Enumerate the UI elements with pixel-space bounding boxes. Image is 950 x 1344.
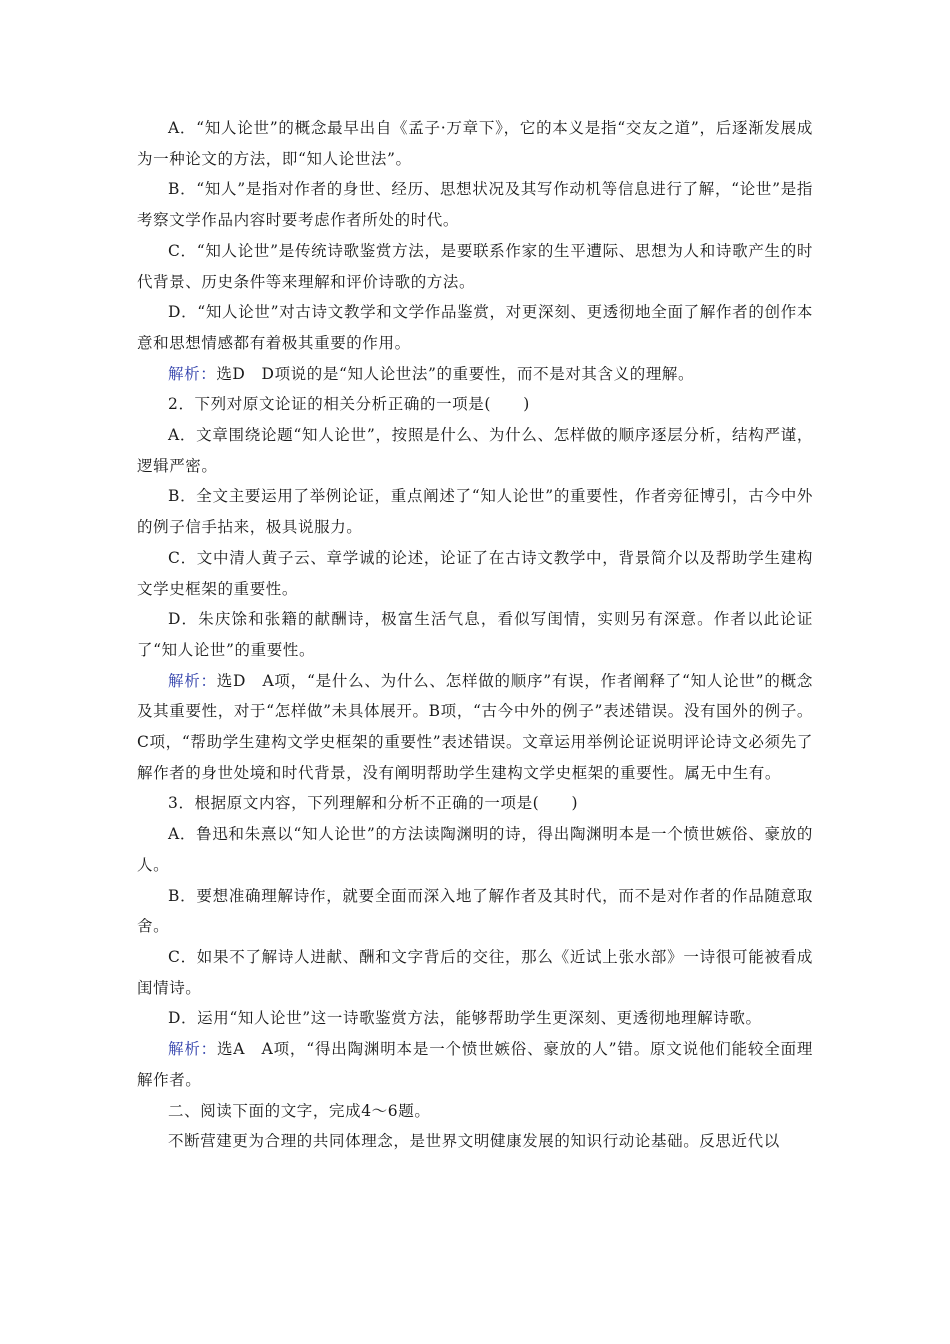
question-2: 2．下列对原文论证的相关分析正确的一项是( ) [168, 395, 530, 414]
q2-option-c: C．文中清人黄子云、章学诚的论述，论证了在古诗文教学中，背景简介以及帮助学生建构文学史框架的重要性。 [137, 548, 813, 598]
q2-option-d: D．朱庆馀和张籍的献酬诗，极富生活气息，看似写闺情，实则另有深意。作者以此论证了“知人论世”的重要性。 [137, 610, 813, 659]
q3-option-a: A．鲁迅和朱熹以“知人论世”的方法读陶渊明的诗，得出陶渊明本是一个愤世嫉俗、豪放的人。 [137, 825, 813, 874]
option-a-paragraph: A．“知人论世”的概念最早出自《孟子·万章下》，它的本义是指“交友之道”，后逐渐发展成为一种论文的方法，即“知人论世法”。 [137, 119, 813, 168]
analysis-text: 选D A项，“是什么、为什么、怎样做的顺序”有误，作者阐释了“知人论世”的概念及其重要性，对于“怎样做”未具体展开。B项，“古今中外的例子”表述错误。没有国外的例子。C项，“帮助学生建构文学史框架的重要性”表述错误。文章运用举例论证说明评论诗文必须先了解作者的身世处境和时代背景，没有阐明帮助学生建构文学史框架的重要性。属无中生有。 [137, 671, 813, 782]
analysis-label: 解析： [168, 671, 217, 690]
q3-option-c: C．如果不了解诗人进献、酬和文字背后的交往，那么《近试上张水部》一诗很可能被看成闺情诗。 [137, 947, 813, 997]
analysis-1 [137, 359, 813, 390]
analysis-label: 解析： [168, 364, 217, 383]
option-b-paragraph: B．“知人”是指对作者的身世、经历、思想状况及其写作动机等信息进行了解，“论世”是指考察文学作品内容时要考虑作者所处的时代。 [137, 180, 813, 230]
analysis-text: 选A A项，“得出陶渊明本是一个愤世嫉俗、豪放的人”错。原文说他们能较全面理解作者。 [137, 1040, 813, 1089]
q3-option-b: B．要想准确理解诗作，就要全面而深入地了解作者及其时代，而不是对作者的作品随意取舍。 [137, 886, 813, 936]
analysis-2 [137, 666, 813, 789]
passage-paragraph: 不断营建更为合理的共同体理念，是世界文明健康发展的知识行动论基础。反思近代以 [168, 1132, 780, 1151]
section-heading: 二、阅读下面的文字，完成4～6题。 [168, 1101, 431, 1120]
option-c-paragraph: C．“知人论世”是传统诗歌鉴赏方法，是要联系作家的生平遭际、思想为人和诗歌产生的时代背景、历史条件等来理解和评价诗歌的方法。 [137, 241, 813, 291]
document-body [137, 113, 813, 1157]
q2-option-b: B．全文主要运用了举例论证，重点阐述了“知人论世”的重要性，作者旁征博引，古今中外的例子信手拈来，极具说服力。 [137, 487, 813, 537]
option-d-paragraph: D．“知人论世”对古诗文教学和文学作品鉴赏，对更深刻、更透彻地全面了解作者的创作本意和思想情感都有着极其重要的作用。 [137, 303, 813, 352]
analysis-text: 选D D项说的是“知人论世法”的重要性，而不是对其含义的理解。 [216, 364, 695, 383]
analysis-3 [137, 1034, 813, 1095]
q2-option-a: A．文章围绕论题“知人论世”，按照是什么、为什么、怎样做的顺序逐层分析，结构严谨，逻辑严密。 [137, 426, 813, 475]
q3-option-d: D．运用“知人论世”这一诗歌鉴赏方法，能够帮助学生更深刻、更透彻地理解诗歌。 [168, 1009, 762, 1028]
analysis-label: 解析： [168, 1040, 217, 1059]
question-3: 3．根据原文内容，下列理解和分析不正确的一项是( ) [168, 794, 579, 813]
